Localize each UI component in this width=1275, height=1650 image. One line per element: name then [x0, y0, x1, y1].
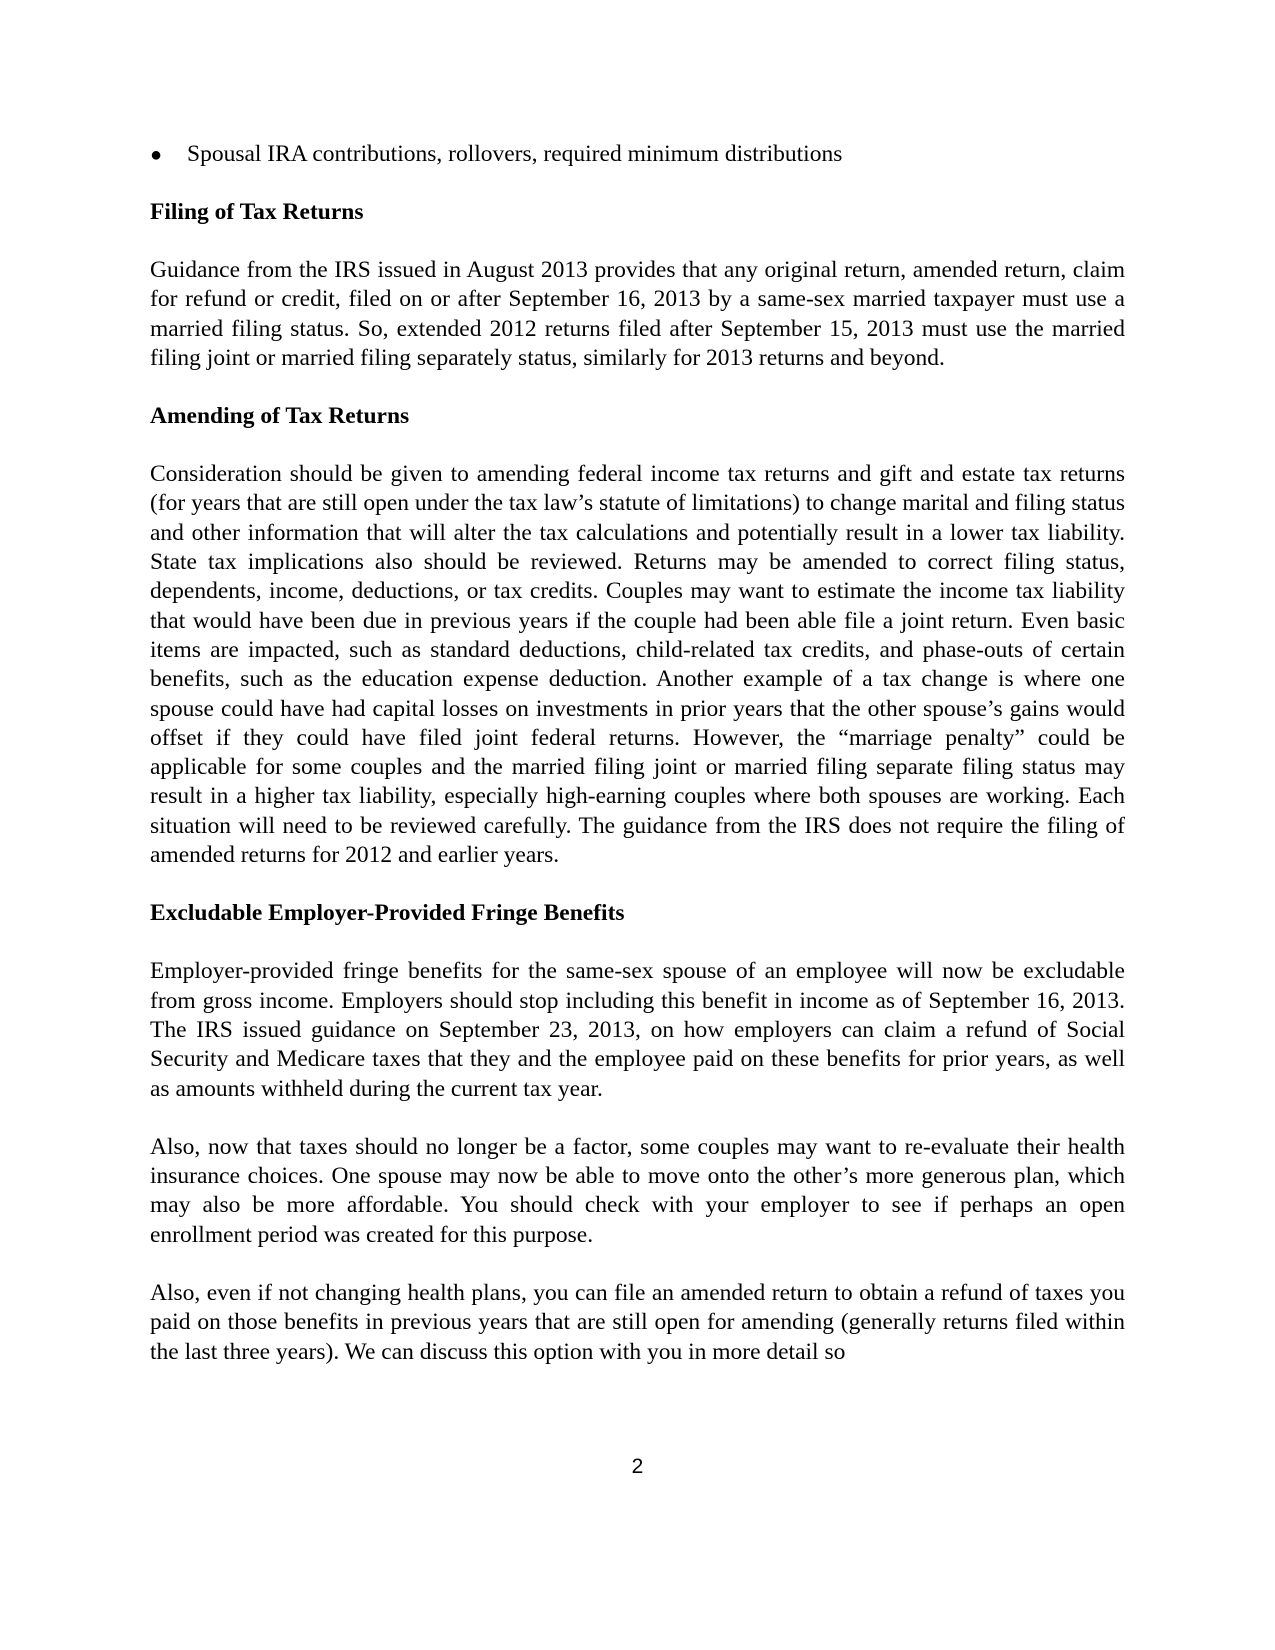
- paragraph: Employer-provided fringe benefits for the same-sex spouse of an employee will now be excludable from gross income. Employers should stop including this benefit in income as of September 16, 2013. The IRS issued guidance on September 23, 2013, on how employers can claim a refund of Social Security and Medicare taxes that they and the employee paid on these benefits for prior years, as well as amounts withheld during the current tax year.: [150, 958, 1125, 1102]
- section-amending-of-tax-returns: [150, 402, 1125, 870]
- section-filing-of-tax-returns: [150, 198, 1125, 373]
- page-number: 2: [631, 1455, 644, 1478]
- paragraph: Also, even if not changing health plans, you can file an amended return to obtain a refund of taxes you paid on those benefits in previous years that are still open for amending (generally returns filed within the last three years). We can discuss this option with you in more detail so: [150, 1280, 1125, 1365]
- paragraph: Also, now that taxes should no longer be a factor, some couples may want to re-evaluate their health insurance choices. One spouse may now be able to move onto the other’s more generous plan, which may also be more affordable. You should check with your employer to see if perhaps an open enrollment period was created for this purpose.: [150, 1133, 1125, 1248]
- section-heading: Amending of Tax Returns: [150, 403, 410, 430]
- bullet-text: Spousal IRA contributions, rollovers, required minimum distributions: [187, 141, 843, 167]
- section-heading: Excludable Employer-Provided Fringe Benefits: [150, 900, 625, 927]
- bullet-mark: ●: [150, 144, 163, 166]
- page-content: [150, 140, 1125, 1396]
- section-excludable-fringe-benefits: [150, 899, 1125, 1367]
- paragraph: Consideration should be given to amending federal income tax returns and gift and estate tax returns (for years that are still open under the tax law’s statute of limitations) to change marital and filing status and other information that will alter the tax calculations and potentially result in a lower tax liability. State tax implications also should be reviewed. Returns may be amended to correct filing status, dependents, income, deductions, or tax credits. Couples may want to estimate the income tax liability that would have been due in previous years if the couple had been able file a joint return. Even basic items are impacted, such as standard deductions, child-related tax credits, and phase-outs of certain benefits, such as the education expense deduction. Another example of a tax change is where one spouse could have had capital losses on investments in prior years that the other spouse’s gains would offset if they could have filed joint federal returns. However, the “marriage penalty” could be applicable for some couples and the married filing joint or married filing separate filing status may result in a higher tax liability, especially high-earning couples where both spouses are working. Each situation will need to be reviewed carefully. The guidance from the IRS does not require the filing of amended returns for 2012 and earlier years.: [150, 461, 1125, 869]
- paragraph: Guidance from the IRS issued in August 2013 provides that any original return, amended return, claim for refund or credit, filed on or after September 16, 2013 by a same-sex married taxpayer must use a married filing status. So, extended 2012 returns filed after September 15, 2013 must use the married filing joint or married filing separately status, similarly for 2013 returns and beyond.: [150, 257, 1125, 371]
- section-heading: Filing of Tax Returns: [150, 199, 364, 225]
- bullet-item: [150, 140, 1125, 170]
